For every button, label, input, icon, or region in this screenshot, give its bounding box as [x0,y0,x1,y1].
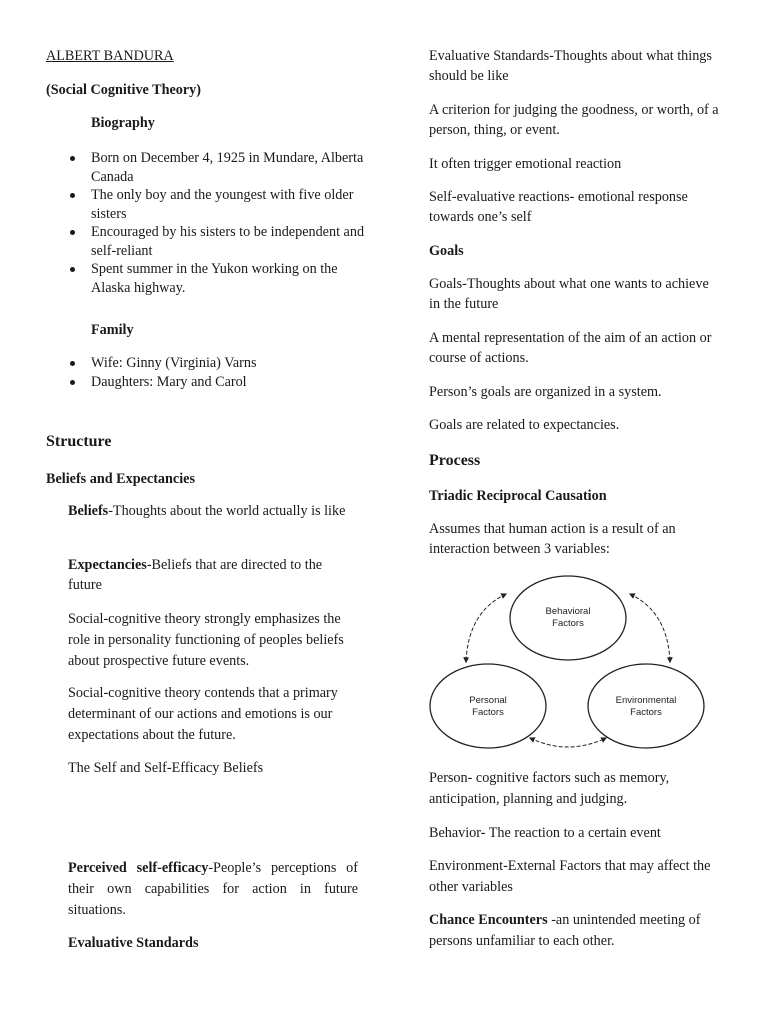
triadic-diagram [420,572,730,764]
behavioral-label-2: Factors [552,618,584,629]
process-heading: Process [429,452,481,469]
behavior-text: Behavior- The reaction to a certain event [429,825,661,841]
expectancies-definition [68,555,358,595]
beliefs-definition [68,501,358,521]
document-subtitle: (Social Cognitive Theory) [46,82,202,98]
beliefs-term: Beliefs [68,503,109,519]
expectancies-def-text: -Beliefs that are directed to the future [68,557,323,593]
paragraph-emphasis: Social-cognitive theory strongly emphasizes the role in personality functioning of peoples beliefs about prospective future events. [68,611,344,669]
environment-text: Environment-External Factors that may affect the other variables [429,858,711,895]
list-item: Encouraged by his sisters to be independent and self-reliant [66,223,366,260]
criterion-text: A criterion for judging the goodness, or worth, of a person, thing, or event. [429,102,719,138]
goals-heading: Goals [429,243,464,259]
triadic-heading: Triadic Reciprocal Causation [429,488,607,504]
arrow-behavioral-personal [466,594,506,662]
personal-factors-node [430,664,546,748]
list-item: Born on December 4, 1925 in Mundare, Alberta Canada [66,149,366,186]
paragraph-determinant: Social-cognitive theory contends that a primary determinant of our actions and emotions is our expectations about the future. [68,685,338,743]
arrow-behavioral-environmental [630,594,670,662]
evaluative-standards-definition: Evaluative Standards-Thoughts about what things should be like [429,48,712,84]
list-item: Spent summer in the Yukon working on the Alaska highway. [66,260,366,297]
chance-term: Chance Encounters [429,912,548,928]
self-efficacy-heading: The Self and Self-Efficacy Beliefs [68,760,264,776]
goals-related-text: Goals are related to expectancies. [429,417,620,433]
list-item: Daughters: Mary and Carol [66,373,366,392]
environmental-factors-node [588,664,704,748]
list-item: Wife: Ginny (Virginia) Varns [66,354,366,373]
biography-list [66,149,366,297]
perceived-term: Perceived self-efficacy [68,860,209,876]
beliefs-def-text: -Thoughts about the world actually is like [108,503,346,519]
goals-definition: Goals-Thoughts about what one wants to achieve in the future [429,276,709,312]
personal-label-2: Factors [472,707,504,718]
biography-heading: Biography [91,115,155,131]
list-item: The only boy and the youngest with five older sisters [66,186,366,223]
person-text: Person- cognitive factors such as memory, anticipation, planning and judging. [429,770,670,807]
assumes-text: Assumes that human action is a result of an interaction between 3 variables: [429,521,676,557]
trigger-text: It often trigger emotional reaction [429,156,622,172]
mental-representation-text: A mental representation of the aim of an action or course of actions. [429,330,712,366]
perceived-def-text: -People’s perceptions of their own capabilities for action in future situations. [68,860,358,918]
self-evaluative-text: Self-evaluative reactions- emotional response towards one’s self [429,189,688,225]
evaluative-standards-heading: Evaluative Standards [68,935,199,951]
expectancies-term: Expectancies [68,557,147,573]
beliefs-expectancies-heading: Beliefs and Expectancies [46,471,195,487]
chance-def-text: -an unintended meeting of persons unfamiliar to each other. [429,912,701,949]
family-heading: Family [91,322,134,338]
document-title: ALBERT BANDURA [46,48,174,64]
arrow-personal-environmental [530,738,606,747]
structure-heading: Structure [46,433,112,450]
environmental-label-1: Environmental [615,695,677,706]
goals-organized-text: Person’s goals are organized in a system. [429,384,662,400]
family-list [66,354,366,391]
behavioral-label-1: Behavioral [545,606,591,617]
personal-label-1: Personal [469,695,507,706]
chance-encounters-definition [429,910,729,952]
environmental-label-2: Factors [630,707,662,718]
perceived-self-efficacy-definition [68,858,358,921]
